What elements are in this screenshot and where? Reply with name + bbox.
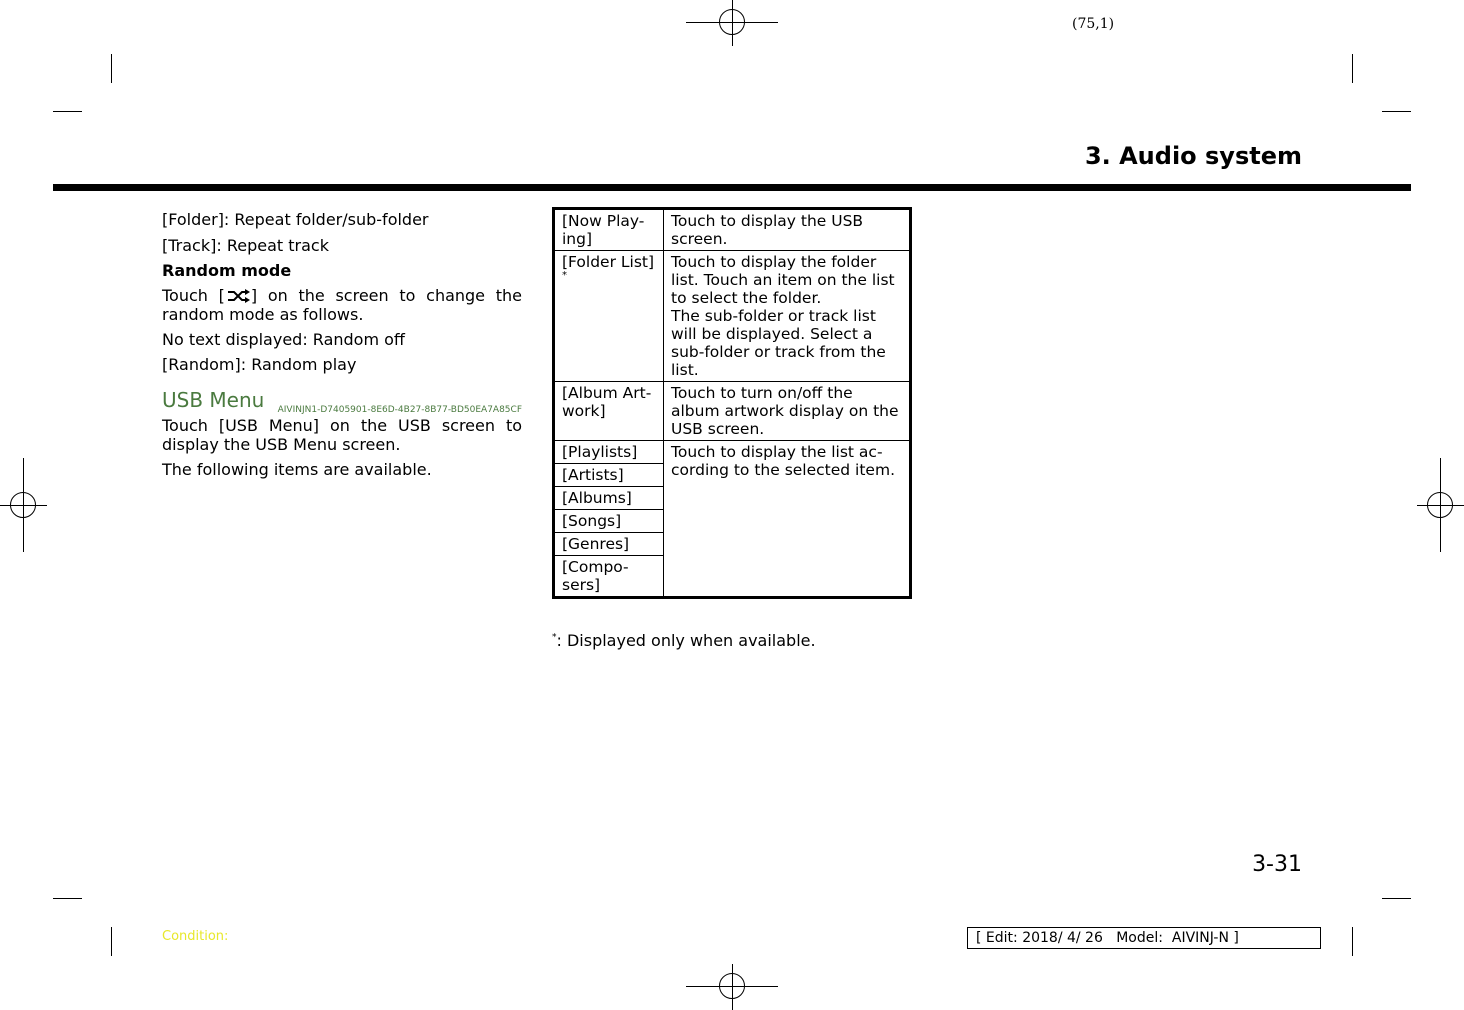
random-mode-intro: Touch [ ] on the screen to change the random mode as follows. [162, 286, 523, 324]
table-cell-desc: Touch to display the folder list. Touch an item on the list to select the folder. The sub-folder or track list will be displayed. Select a sub-folder or track from the list. [664, 251, 911, 382]
usb-menu-available: The following items are available. [162, 460, 432, 479]
page-code: (75,1) [1072, 16, 1115, 32]
page-number: 3-31 [1252, 852, 1302, 877]
usb-menu-body [162, 416, 522, 479]
table-cell-desc: Touch to turn on/off the album artwork display on the USB screen. [664, 382, 911, 441]
random-mode-heading: Random mode [162, 261, 292, 280]
header-rule [53, 184, 1411, 191]
table-cell-item: [Playlists] [554, 441, 664, 464]
footnote: *: Displayed only when available. [552, 631, 816, 650]
table-cell-desc: Touch to display the list ac-cording to the selected item. [664, 441, 911, 598]
repeat-track-text: [Track]: Repeat track [162, 236, 329, 255]
usb-menu-id: AIVINJN1-D7405901-8E6D-4B27-8B77-BD50EA7A85CF [277, 405, 522, 415]
usb-menu-table [552, 207, 912, 599]
random-on-text: [Random]: Random play [162, 355, 357, 374]
table-row [554, 209, 911, 251]
table-cell-item: [Artists] [554, 464, 664, 487]
usb-menu-intro: Touch [USB Menu] on the USB screen to display the USB Menu screen. [162, 416, 522, 454]
table-cell-desc: Touch to display the USB screen. [664, 209, 911, 251]
footnote-marker: * [562, 270, 567, 281]
table-cell-item: [Genres] [554, 533, 664, 556]
section-title: 3. Audio system [1084, 142, 1302, 170]
left-column [162, 210, 522, 374]
random-off-text: No text displayed: Random off [162, 330, 405, 349]
table-cell-item: [Songs] [554, 510, 664, 533]
table-cell-item: [Album Art-work] [554, 382, 664, 441]
condition-label: Condition: [162, 929, 229, 944]
table-cell-item: [Compo-sers] [554, 556, 664, 598]
table-cell-item: [Albums] [554, 487, 664, 510]
repeat-folder-text: [Folder]: Repeat folder/sub-folder [162, 210, 429, 229]
table-row [554, 382, 911, 441]
table-cell-item: [Folder List] * [554, 251, 664, 382]
table-cell-item: [Now Play-ing] [554, 209, 664, 251]
table-row [554, 251, 911, 382]
shuffle-icon [225, 289, 251, 303]
edit-info-box: [ Edit: 2018/ 4/ 26 Model: AIVINJ-N ] [967, 927, 1321, 949]
table-row [554, 441, 911, 464]
usb-menu-heading: USB Menu [162, 388, 265, 412]
